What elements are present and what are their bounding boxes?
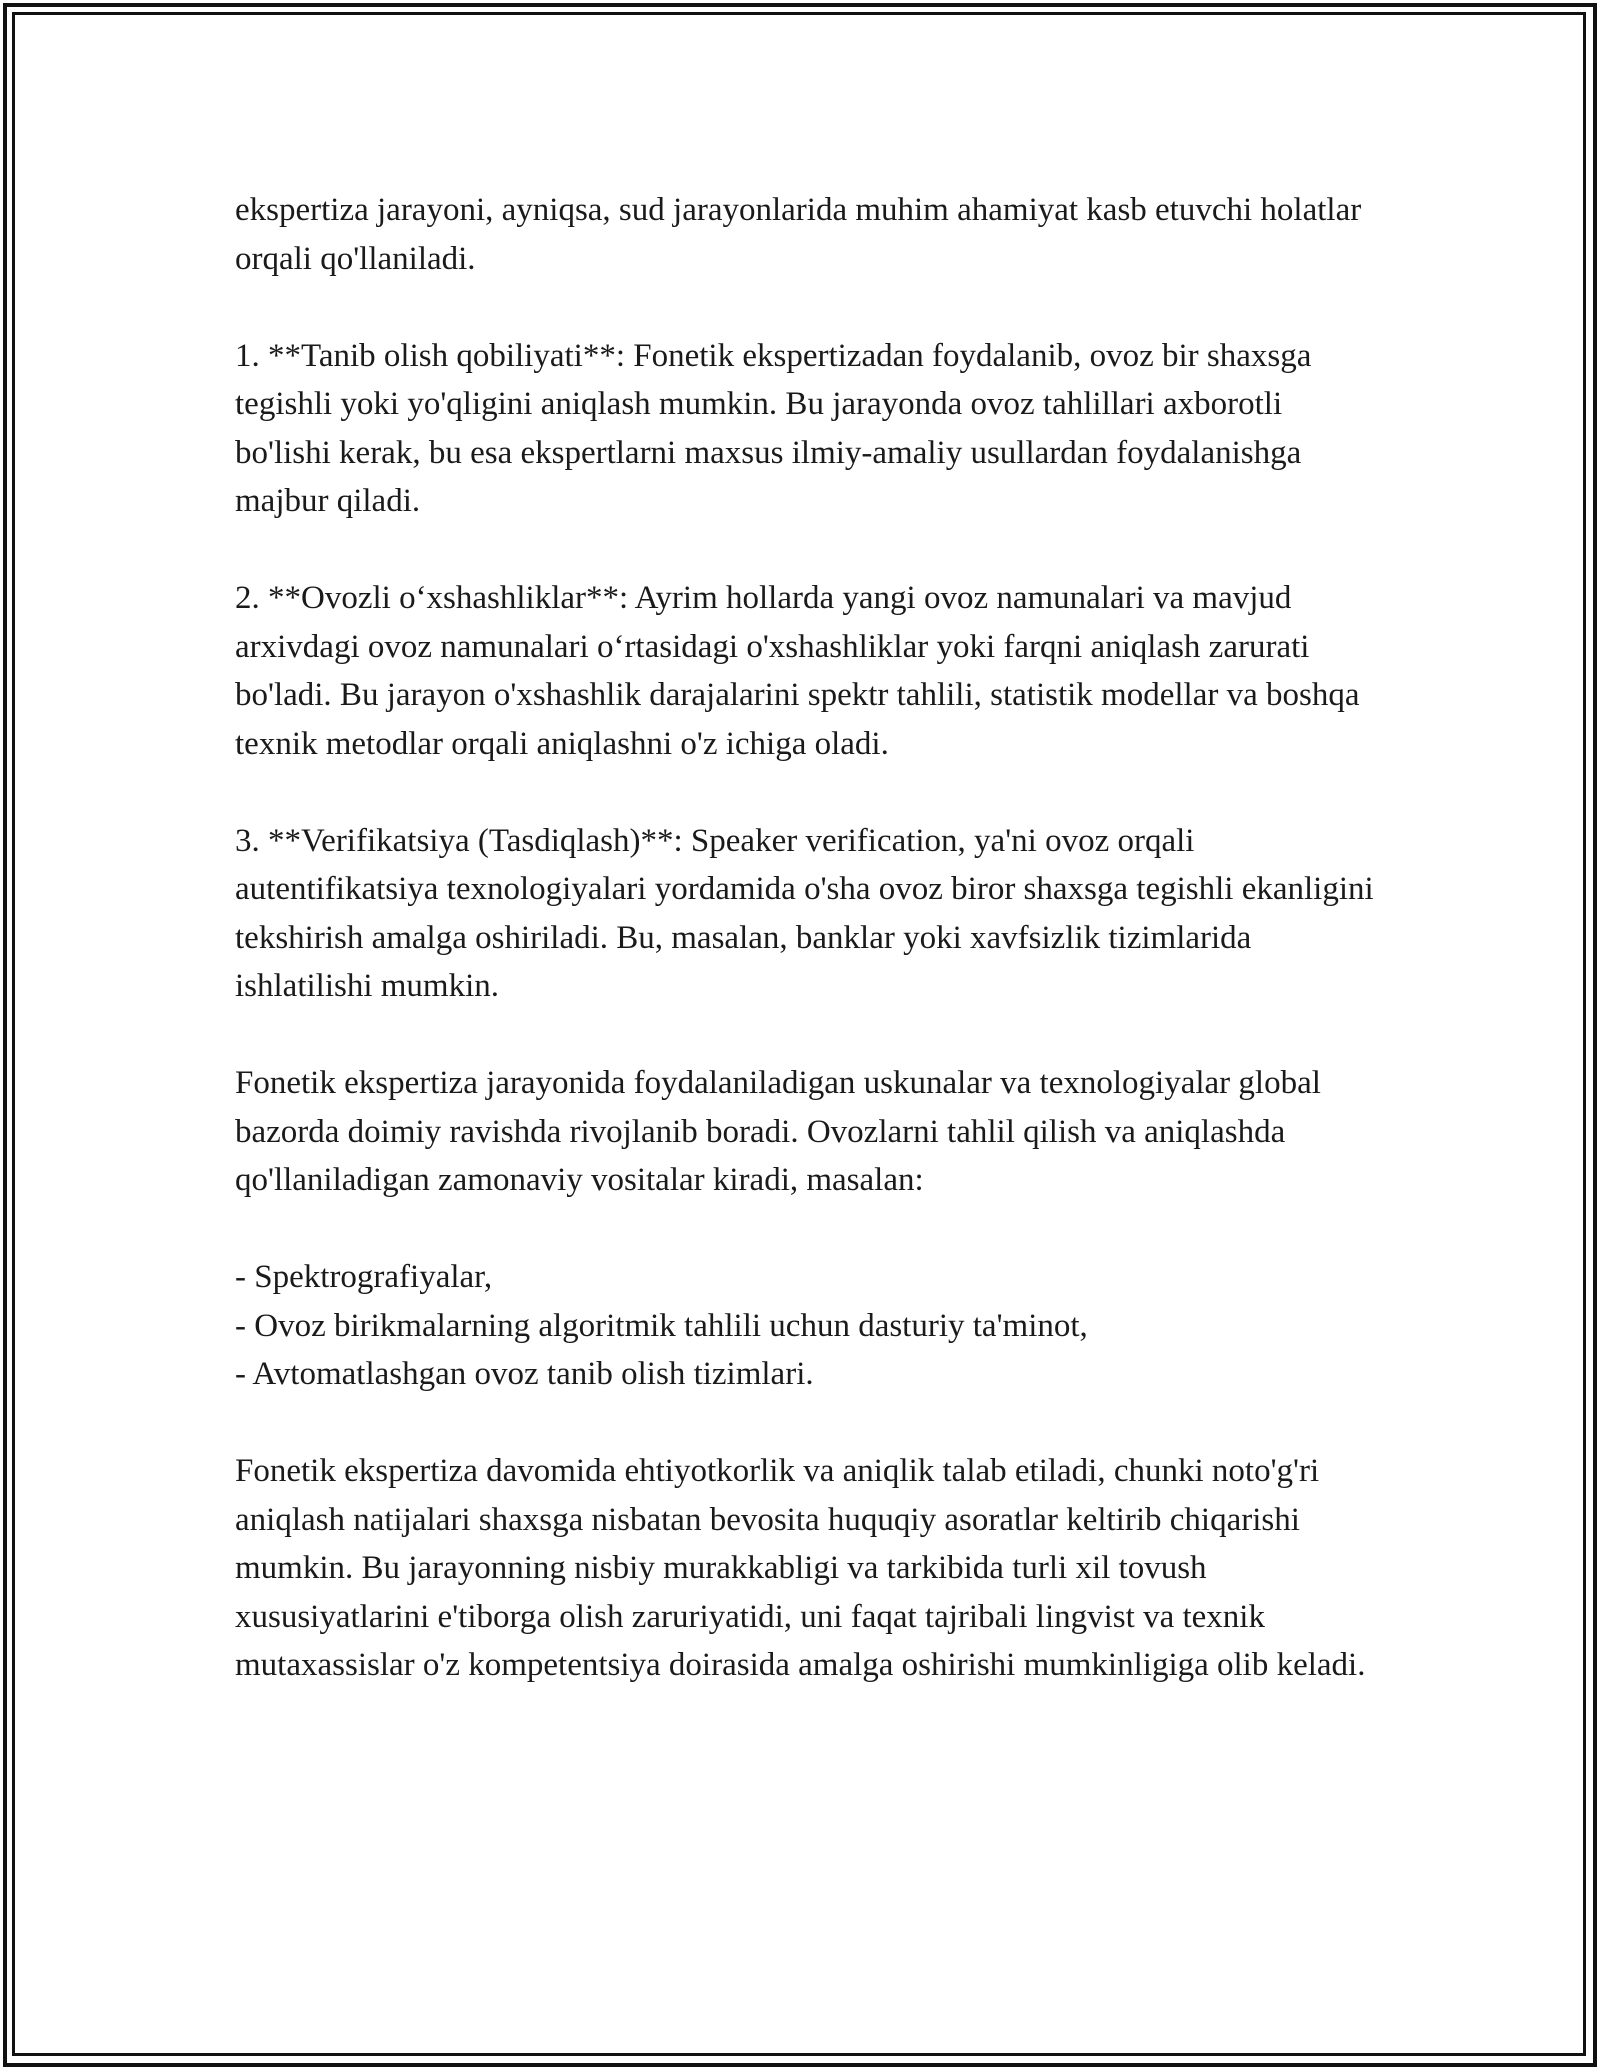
paragraph-tools: Fonetik ekspertiza jarayonida foydalaniladigan uskunalar va texnologiyalar global bazorda doimiy ravishda rivojlanib boradi. Ovozlarni tahlil qilish va aniqlashda qo'llaniladigan zamonaviy vositalar kiradi, masalan:	[235, 1065, 1321, 1198]
list-item: - Avtomatlashgan ovoz tanib olish tizimlari.	[235, 1356, 814, 1392]
paragraph-intro: ekspertiza jarayoni, ayniqsa, sud jarayonlarida muhim ahamiyat kasb etuvchi holatlar orqali qo'llaniladi.	[235, 192, 1362, 277]
document-body	[235, 186, 1375, 1738]
paragraph-item-1: 1. **Tanib olish qobiliyati**: Fonetik ekspertizadan foydalanib, ovoz bir shaxsga tegishli yoki yo'qligini aniqlash mumkin. Bu jarayonda ovoz tahlillari axborotli bo'lishi kerak, bu esa ekspertlarni maxsus ilmiy-amaliy usullardan foydalanishga majbur qiladi.	[235, 337, 1312, 519]
list-item: - Ovoz birikmalarning algoritmik tahlili uchun dasturiy ta'minot,	[235, 1307, 1088, 1344]
tools-list	[235, 1253, 1375, 1399]
paragraph-item-3: 3. **Verifikatsiya (Tasdiqlash)**: Speaker verification, ya'ni ovoz orqali autentifikatsiya texnologiyalari yordamida o'sha ovoz biror shaxsga tegishli ekanligini tekshirish amalga oshiriladi. Bu, masalan, banklar yoki xavfsizlik tizimlarida ishlatilishi mumkin.	[235, 822, 1374, 1004]
paragraph-closing: Fonetik ekspertiza davomida ehtiyotkorlik va aniqlik talab etiladi, chunki noto'g'ri aniqlash natijalari shaxsga nisbatan bevosita huquqiy asoratlar keltirib chiqarishi mumkin. Bu jarayonning nisbiy murakkabligi va tarkibida turli xil tovush xususiyatlarini e'tiborga olish zaruriyatidi, uni faqat tajribali lingvist va texnik mutaxassislar o'z kompetentsiya doirasida amalga oshirishi mumkinligiga olib keladi.	[235, 1453, 1366, 1683]
paragraph-item-2: 2. **Ovozli o‘xshashliklar**: Ayrim hollarda yangi ovoz namunalari va mavjud arxivdagi ovoz namunalari o‘rtasidagi o'xshashliklar yoki farqni aniqlash zarurati bo'ladi. Bu jarayon o'xshashlik darajalarini spektr tahlili, statistik modellar va boshqa texnik metodlar orqali aniqlashni o'z ichiga oladi.	[235, 580, 1360, 762]
list-item: - Spektrografiyalar,	[235, 1259, 493, 1295]
